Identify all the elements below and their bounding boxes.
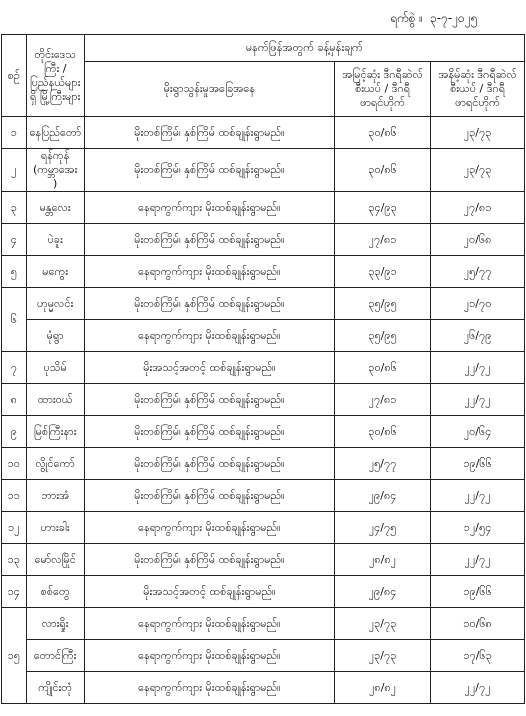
row-condition: မိုးအသင့်အတင့် ထစ်ချုန်းရွာမည်။	[84, 576, 334, 608]
forecast-table	[1, 34, 525, 704]
row-max: ၃၀/၈၆	[335, 352, 431, 384]
row-no: ၁၂	[2, 512, 27, 544]
row-max: ၂၈/၈၂	[335, 544, 431, 576]
row-town: ပုသိမ်	[26, 352, 84, 384]
date-line	[0, 8, 526, 30]
row-town: ထားဝယ်	[26, 384, 84, 416]
row-min: ၁၇/၆၃	[431, 640, 525, 672]
row-min: ၂၀/၆၈	[431, 224, 525, 256]
row-condition: နေရာကွက်ကျား မိုးထစ်ချုန်းရွာမည်။	[84, 608, 334, 640]
row-condition: နေရာကွက်ကျား မိုးထစ်ချုန်းရွာမည်။	[84, 256, 334, 288]
row-max: ၂၉/၈၄	[335, 480, 431, 512]
table-row	[2, 256, 525, 288]
table-row	[2, 288, 525, 320]
row-no: ၆	[2, 288, 27, 352]
row-town: မော်လမြိုင်	[26, 544, 84, 576]
row-no: ၈	[2, 384, 27, 416]
row-no: ၁	[2, 117, 27, 149]
row-max: ၂၃/၇၃	[335, 608, 431, 640]
row-min: ၂၂/၇၂	[431, 352, 525, 384]
row-town: ပဲခူး	[26, 224, 84, 256]
row-no: ၉	[2, 416, 27, 448]
row-min: ၁၉/၆၆	[431, 448, 525, 480]
row-condition: မိုးတစ်ကြိမ်၊ နှစ်ကြိမ် ထစ်ချုန်းရွာမည်။	[84, 448, 334, 480]
header-no: စဉ်	[2, 35, 27, 117]
date-label: ရက်စွဲ ။	[390, 11, 423, 25]
row-no: ၃	[2, 192, 27, 224]
row-max: ၃၃/၉၁	[335, 256, 431, 288]
row-condition: မိုးတစ်ကြိမ်၊ နှစ်ကြိမ် ထစ်ချုန်းရွာမည်။	[84, 480, 334, 512]
row-no: ၁၀	[2, 448, 27, 480]
row-condition: မိုးတစ်ကြိမ်၊ နှစ်ကြိမ် ထစ်ချုန်းရွာမည်။	[84, 384, 334, 416]
table-row	[2, 149, 525, 192]
row-max: ၂၄/၇၅	[335, 512, 431, 544]
table-row	[2, 192, 525, 224]
row-no: ၁၅	[2, 608, 27, 704]
row-min: ၂၃/၇၃	[431, 149, 525, 192]
row-town: ရန်ကုန် (ကမ္ဘာအေး )	[26, 149, 84, 192]
row-town: လားရှိုး	[26, 608, 84, 640]
row-condition: နေရာကွက်ကျား မိုးထစ်ချုန်းရွာမည်။	[84, 320, 334, 352]
table-row	[2, 416, 525, 448]
row-min: ၂၂/၇၂	[431, 672, 525, 704]
table-row	[2, 544, 525, 576]
row-min: ၂၂/၇၂	[431, 384, 525, 416]
table-row	[2, 512, 525, 544]
row-condition: နေရာကွက်ကျား မိုးထစ်ချုန်းရွာမည်။	[84, 640, 334, 672]
row-town: မြစ်ကြီးနား	[26, 416, 84, 448]
table-row	[2, 224, 525, 256]
row-town: မကွေး	[26, 256, 84, 288]
row-town: စစ်တွေ	[26, 576, 84, 608]
row-max: ၂၃/၇၃	[335, 640, 431, 672]
row-condition: မိုးတစ်ကြိမ်၊ နှစ်ကြိမ် ထစ်ချုန်းရွာမည်။	[84, 224, 334, 256]
table-row	[2, 117, 525, 149]
row-min: ၂၁/၇၀	[431, 288, 525, 320]
header-max: အမြင့်ဆုံး ဒီဂရီဆဲလ်စီးယပ် / ဒီဂရီဖာရင်ဟိုက်	[335, 62, 431, 117]
row-no: ၁၄	[2, 576, 27, 608]
row-min: ၁၉/၆၆	[431, 576, 525, 608]
row-condition: မိုးတစ်ကြိမ်၊ နှစ်ကြိမ် ထစ်ချုန်းရွာမည်။	[84, 416, 334, 448]
row-condition: နေရာကွက်ကျား မိုးထစ်ချုန်းရွာမည်။	[84, 512, 334, 544]
row-town: မုံရွာ	[26, 320, 84, 352]
row-max: ၃၀/၈၆	[335, 117, 431, 149]
row-max: ၂၇/၈၁	[335, 224, 431, 256]
row-town: ဟားခါး	[26, 512, 84, 544]
row-town: မန္တလေး	[26, 192, 84, 224]
row-condition: မိုးတစ်ကြိမ်၊ နှစ်ကြိမ် ထစ်ချုန်းရွာမည်။	[84, 544, 334, 576]
row-min: ၂၂/၇၂	[431, 544, 525, 576]
header-forecast: မနက်ဖြန်အတွက် ခန့်မှန်းချက်	[84, 35, 524, 62]
table-row	[2, 320, 525, 352]
row-max: ၂၅/၇၇	[335, 448, 431, 480]
row-no: ၂	[2, 149, 27, 192]
row-max: ၃၅/၉၅	[335, 320, 431, 352]
date-value: ၃-၇-၂၀၂၅	[430, 11, 478, 25]
row-max: ၃၅/၉၅	[335, 288, 431, 320]
row-no: ၅	[2, 256, 27, 288]
row-min: ၂၅/၇၇	[431, 256, 525, 288]
row-min: ၁၀/၆၈	[431, 608, 525, 640]
row-condition: မိုးအသင့်အတင့် ထစ်ချုန်းရွာမည်။	[84, 352, 334, 384]
row-town: ကျိုင်းတုံ	[26, 672, 84, 704]
row-max: ၃၄/၉၃	[335, 192, 431, 224]
row-min: ၂၃/၇၃	[431, 117, 525, 149]
table-row	[2, 352, 525, 384]
row-no: ၁၃	[2, 544, 27, 576]
row-min: ၂၇/၈၁	[431, 192, 525, 224]
row-max: ၂၈/၈၂	[335, 672, 431, 704]
row-max: ၂၇/၈၁	[335, 384, 431, 416]
row-condition: နေရာကွက်ကျား မိုးထစ်ချုန်းရွာမည်။	[84, 192, 334, 224]
table-row	[2, 576, 525, 608]
row-no: ၇	[2, 352, 27, 384]
row-town: လွိုင်ကော်	[26, 448, 84, 480]
table-row	[2, 448, 525, 480]
row-min: ၂၂/၇၂	[431, 480, 525, 512]
header-condition: မိုးရွာသွန်းမှုအခြေအနေ	[84, 62, 334, 117]
header-min: အနိမ့်ဆုံး ဒီဂရီဆဲလ်စီးယပ် / ဒီဂရီဖာရင်ဟိုက်	[431, 62, 525, 117]
row-min: ၂၀/၆၄	[431, 416, 525, 448]
row-condition: မိုးတစ်ကြိမ်၊ နှစ်ကြိမ် ထစ်ချုန်းရွာမည်။	[84, 149, 334, 192]
row-town: ဟုမ္မလင်း	[26, 288, 84, 320]
row-max: ၃၀/၈၆	[335, 149, 431, 192]
row-town: နေပြည်တော်	[26, 117, 84, 149]
row-no: ၄	[2, 224, 27, 256]
row-town: တောင်ကြီး	[26, 640, 84, 672]
header-town: တိုင်းဒေသကြီး / ပြည်နယ်များရှိ မြို့ကြီးများ	[26, 35, 84, 117]
row-town: ဘားအံ	[26, 480, 84, 512]
row-max: ၂၉/၈၄	[335, 576, 431, 608]
table-row	[2, 384, 525, 416]
row-max: ၃၀/၈၆	[335, 416, 431, 448]
row-condition: မိုးတစ်ကြိမ်၊ နှစ်ကြိမ် ထစ်ချုန်းရွာမည်။	[84, 288, 334, 320]
row-condition: မိုးတစ်ကြိမ်၊ နှစ်ကြိမ် ထစ်ချုန်းရွာမည်။	[84, 117, 334, 149]
table-row	[2, 640, 525, 672]
row-min: ၁၂/၅၄	[431, 512, 525, 544]
row-min: ၂၆/၇၉	[431, 320, 525, 352]
table-row	[2, 480, 525, 512]
table-row	[2, 672, 525, 704]
row-condition: နေရာကွက်ကျား မိုးထစ်ချုန်းရွာမည်။	[84, 672, 334, 704]
table-row	[2, 608, 525, 640]
row-no: ၁၁	[2, 480, 27, 512]
